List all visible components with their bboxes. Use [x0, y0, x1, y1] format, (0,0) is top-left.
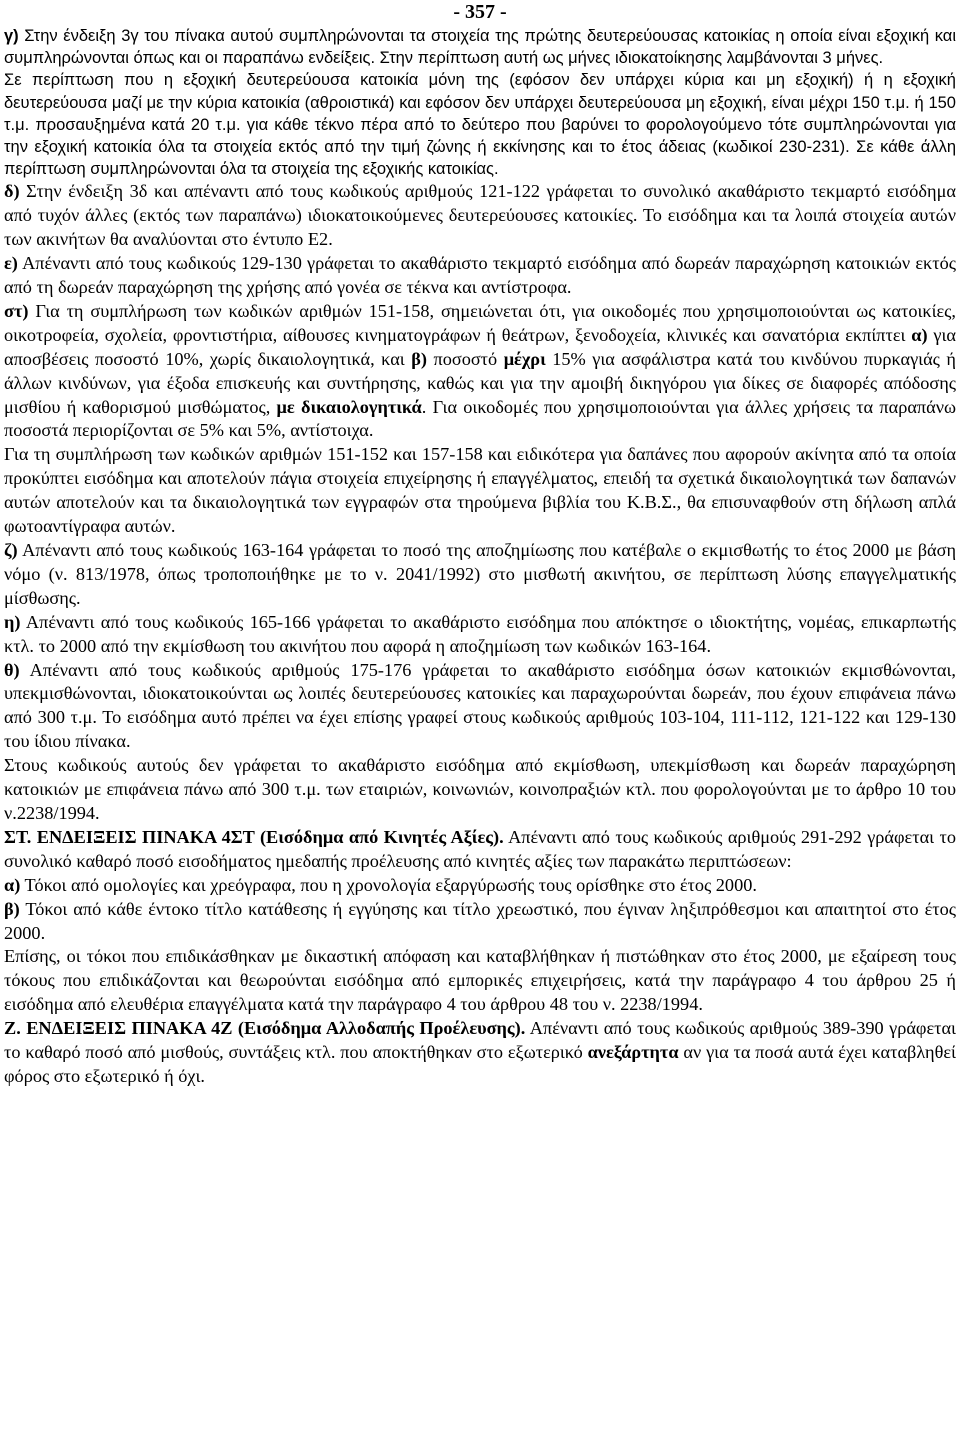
- text-run: 15% για ασφάλιστρα κατά του κινδύνου πυρκαγιάς ή άλλων κινδύνων, για έξοδα επισκευής και συντήρησης, καθώς και για την αμοιβή δικηγόρου για δίκες σε διαφορές απόδοσης μισθίου ή καθορισμού μισθώματος,: [4, 348, 956, 417]
- item-marker: ζ): [4, 540, 18, 561]
- emphasis: μέχρι: [503, 348, 546, 369]
- paragraph-st-continued: [4, 443, 956, 539]
- item-marker: στ): [4, 300, 29, 321]
- emphasis: με δικαιολογητικά: [276, 396, 422, 417]
- text-run: Απέναντι από τους κωδικούς αριθμούς 389-390 γράφεται το καθαρό ποσό από μισθούς, συντάξεις κτλ. που αποκτήθηκαν στο εξωτερικό: [4, 1018, 956, 1063]
- emphasis: α): [911, 324, 928, 345]
- paragraph-text: Τόκοι από κάθε έντοκο τίτλο κατάθεσης ή εγγύησης και τίτλο χρεωστικό, που έγιναν ληξιπρόθεσμοι και απαιτητοί στο έτος 2000.: [4, 898, 956, 943]
- paragraph-st4-b: [4, 898, 956, 946]
- paragraph-theta-continued: [4, 754, 956, 826]
- paragraph-text: Απέναντι από τους κωδικούς αριθμούς 175-176 γράφεται το ακαθάριστο εισόδημα όσων κατοικιών εκμισθώνονται, υπεκμισθώνονται, ιδιοκατοικούνται ως λοιπές δευτερεύουσες κατοικίες και παραχωρούνται δωρεάν, που έχουν επιφάνεια πάνω από 300 τ.μ. Το εισόδημα αυτό πρέπει να έχει επίσης γραφεί στους κωδικούς αριθμούς 103-104, 111-112, 121-122 και 129-130 του ίδιου πίνακα.: [4, 659, 956, 752]
- paragraph-delta: [4, 180, 956, 252]
- paragraph-text: Στην ένδειξη 3δ και απέναντι από τους κωδικούς αριθμούς 121-122 γράφεται το συνολικό ακαθάριστο τεκμαρτό εισόδημα από τυχόν άλλες (εκτός των παραπάνω) ιδιοκατοικούμενες δευτερεύουσες κατοικίες. Το εισόδημα και τα λοιπά στοιχεία αυτών των ακινήτων θα αναλύονται στο έντυπο Ε2.: [4, 181, 956, 250]
- page-number: - 357 -: [453, 1, 507, 23]
- paragraph-text: Απέναντι από τους κωδικούς 163-164 γράφεται το ποσό της αποζημίωσης που κατέβαλε ο εκμισθωτής το έτος 2000 με βάση νόμο (ν. 813/1978, όπως τροποποιήθηκε με το ν. 2041/1992) στο μισθωτή ακινήτου, σε περίπτωση λύσης επαγγελματικής μίσθωσης.: [4, 540, 956, 608]
- section-st-table-4st: [4, 826, 956, 874]
- section-heading: ΣΤ. ΕΝΔΕΙΞΕΙΣ ΠΙΝΑΚΑ 4ΣΤ (Εισόδημα από Κινητές Αξίες).: [4, 826, 504, 847]
- item-marker: δ): [4, 181, 20, 202]
- paragraph-gamma-intro: [4, 25, 956, 69]
- paragraph-epsilon: [4, 252, 956, 300]
- section-z-table-4z: [4, 1017, 956, 1089]
- paragraph-text: Απέναντι από τους κωδικούς 165-166 γράφεται το ακαθάριστο εισόδημα που απόκτησε ο ιδιοκτήτης, νομέας, επικαρπωτής κτλ. το 2000 από την εκμίσθωση του ακινήτου που αφορά η αποζημίωση των κωδικών 163-164.: [4, 611, 956, 656]
- item-marker: β): [4, 898, 20, 919]
- item-marker: ε): [4, 253, 18, 274]
- text-run: αν για τα ποσά αυτά έχει καταβληθεί φόρος στο εξωτερικό ή όχι.: [4, 1042, 956, 1086]
- paragraph-theta: [4, 659, 956, 755]
- paragraph-st4-c: [4, 945, 956, 1017]
- section-heading: Ζ. ΕΝΔΕΙΞΕΙΣ ΠΙΝΑΚΑ 4Ζ (Εισόδημα Αλλοδαπής Προέλευσης).: [4, 1018, 526, 1039]
- paragraph-text: Για τη συμπλήρωση των κωδικών αριθμών 151-152 και 157-158 και ειδικότερα για δαπάνες που αφορούν ακίνητα από τα οποία προκύπτει εισόδημα και αποτελούν πάγια στοιχεία επιχείρησης ή επαγγέλματος, επειδή τα σχετικά δικαιολογητικά των δαπανών αυτών αποτελούν και τα δικαιολογητικά των εγγραφών στα τηρούμενα βιβλία του Κ.Β.Σ., θα επισυναφθούν στη δήλωση απλά φωτοαντίγραφα αυτών.: [4, 444, 956, 537]
- paragraph-st4-a: [4, 874, 956, 898]
- paragraph-gamma-cases: [4, 69, 956, 180]
- paragraph-eta: [4, 611, 956, 659]
- item-marker: η): [4, 611, 21, 632]
- emphasis: β): [411, 348, 427, 369]
- paragraph-text: Στην ένδειξη 3γ του πίνακα αυτού συμπληρώνονται τα στοιχεία της πρώτης δευτερεύουσας κατοικίας η οποία είναι εξοχική και συμπληρώνονται όπως και οι παραπάνω ενδείξεις. Στην περίπτωση αυτή ως μήνες ιδιοκατοίκησης λαμβάνονται 3 μήνες.: [4, 27, 956, 68]
- emphasis: ανεξάρτητα: [587, 1042, 679, 1063]
- document-body: [4, 25, 956, 1089]
- text-run: . Για οικοδομές που χρησιμοποιούνται για άλλες χρήσεις τα παραπάνω ποσοστά περιορίζονται σε 5% και 5%, αντίστοιχα.: [4, 396, 957, 441]
- text-run: ποσοστό: [426, 348, 504, 369]
- paragraph-text: Σε περίπτωση που η εξοχική δευτερεύουσα κατοικία μόνη της (εφόσον δεν υπάρχει κύρια και μη εξοχική) ή η εξοχική δευτερεύουσα μαζί με την κύρια κατοικία (αθροιστικά) και εφόσον δεν υπάρχει δευτερεύουσα μη εξοχική, είναι μέχρι 150 τ.μ. ή 150 τ.μ. προσαυξημένα κατά 20 τ.μ. για κάθε τέκνο πέρα από το δεύτερο που βαρύνει το φορολογούμενο τότε συμπληρώνονται για την εξοχική κατοικία όλα τα στοιχεία εκτός από την τιμή ζώνης ή εκκίνησης και το έτος άδειας (κωδικοί 230-231). Σε κάθε άλλη περίπτωση συμπληρώνονται όλα τα στοιχεία της εξοχικής κατοικίας.: [4, 71, 956, 179]
- text-run: Για τη συμπλήρωση των κωδικών αριθμών 151-158, σημειώνεται ότι, για οικοδομές που χρησιμοποιούνται ως κατοικίες, οικοτροφεία, σχολεία, φροντιστήρια, αίθουσες κινηματογράφων ή θεάτρων, ξενοδοχεία, κλινικές και σανατόρια εκπίπτει: [4, 300, 956, 345]
- item-marker: θ): [4, 659, 20, 680]
- paragraph-text: Τόκοι από ομολογίες και χρεόγραφα, που η χρονολογία εξαργύρωσής τους ορίσθηκε στο έτος 2000.: [20, 874, 757, 895]
- paragraph-text: Στους κωδικούς αυτούς δεν γράφεται το ακαθάριστο εισόδημα από εκμίσθωση, υπεκμίσθωση και δωρεάν παραχώρηση κατοικιών με επιφάνεια πάνω από 300 τ.μ. των εταιριών, κοινωνιών, κοινοπραξιών κτλ. που φορολογούνται με το άρθρο 10 του ν.2238/1994.: [4, 755, 956, 823]
- item-marker: γ): [4, 27, 19, 45]
- paragraph-text: Απέναντι από τους κωδικούς αριθμούς 291-292 γράφεται το συνολικό καθαρό ποσό εισοδήματος ημεδαπής προέλευσης από κινητές αξίες των παρακάτω περιπτώσεων:: [4, 826, 956, 871]
- item-marker: α): [4, 874, 21, 895]
- paragraph-text: Επίσης, οι τόκοι που επιδικάσθηκαν με δικαστική απόφαση και καταβλήθηκαν ή πιστώθηκαν στο έτος 2000, με εξαίρεση τους τόκους που επιδικάζονται και θεωρούνται εισόδημα από εμπορικές επιχειρήσεις, κατά την παράγραφο 4 του άρθρου 25 ή εισόδημα από ελευθέρια επαγγέλματα κατά την παράγραφο 4 του άρθρου 48 του ν. 2238/1994.: [4, 946, 956, 1015]
- paragraph-zeta: [4, 539, 956, 611]
- paragraph-st: [4, 300, 956, 443]
- paragraph-text: Απέναντι από τους κωδικούς 129-130 γράφεται το ακαθάριστο τεκμαρτό εισόδημα από δωρεάν παραχώρηση κατοικιών εκτός από τη δωρεάν παραχώρηση της χρήσης από γονέα σε τέκνα και αντίστροφα.: [4, 253, 956, 298]
- text-run: για αποσβέσεις ποσοστό 10%, χωρίς δικαιολογητικά, και: [4, 324, 956, 369]
